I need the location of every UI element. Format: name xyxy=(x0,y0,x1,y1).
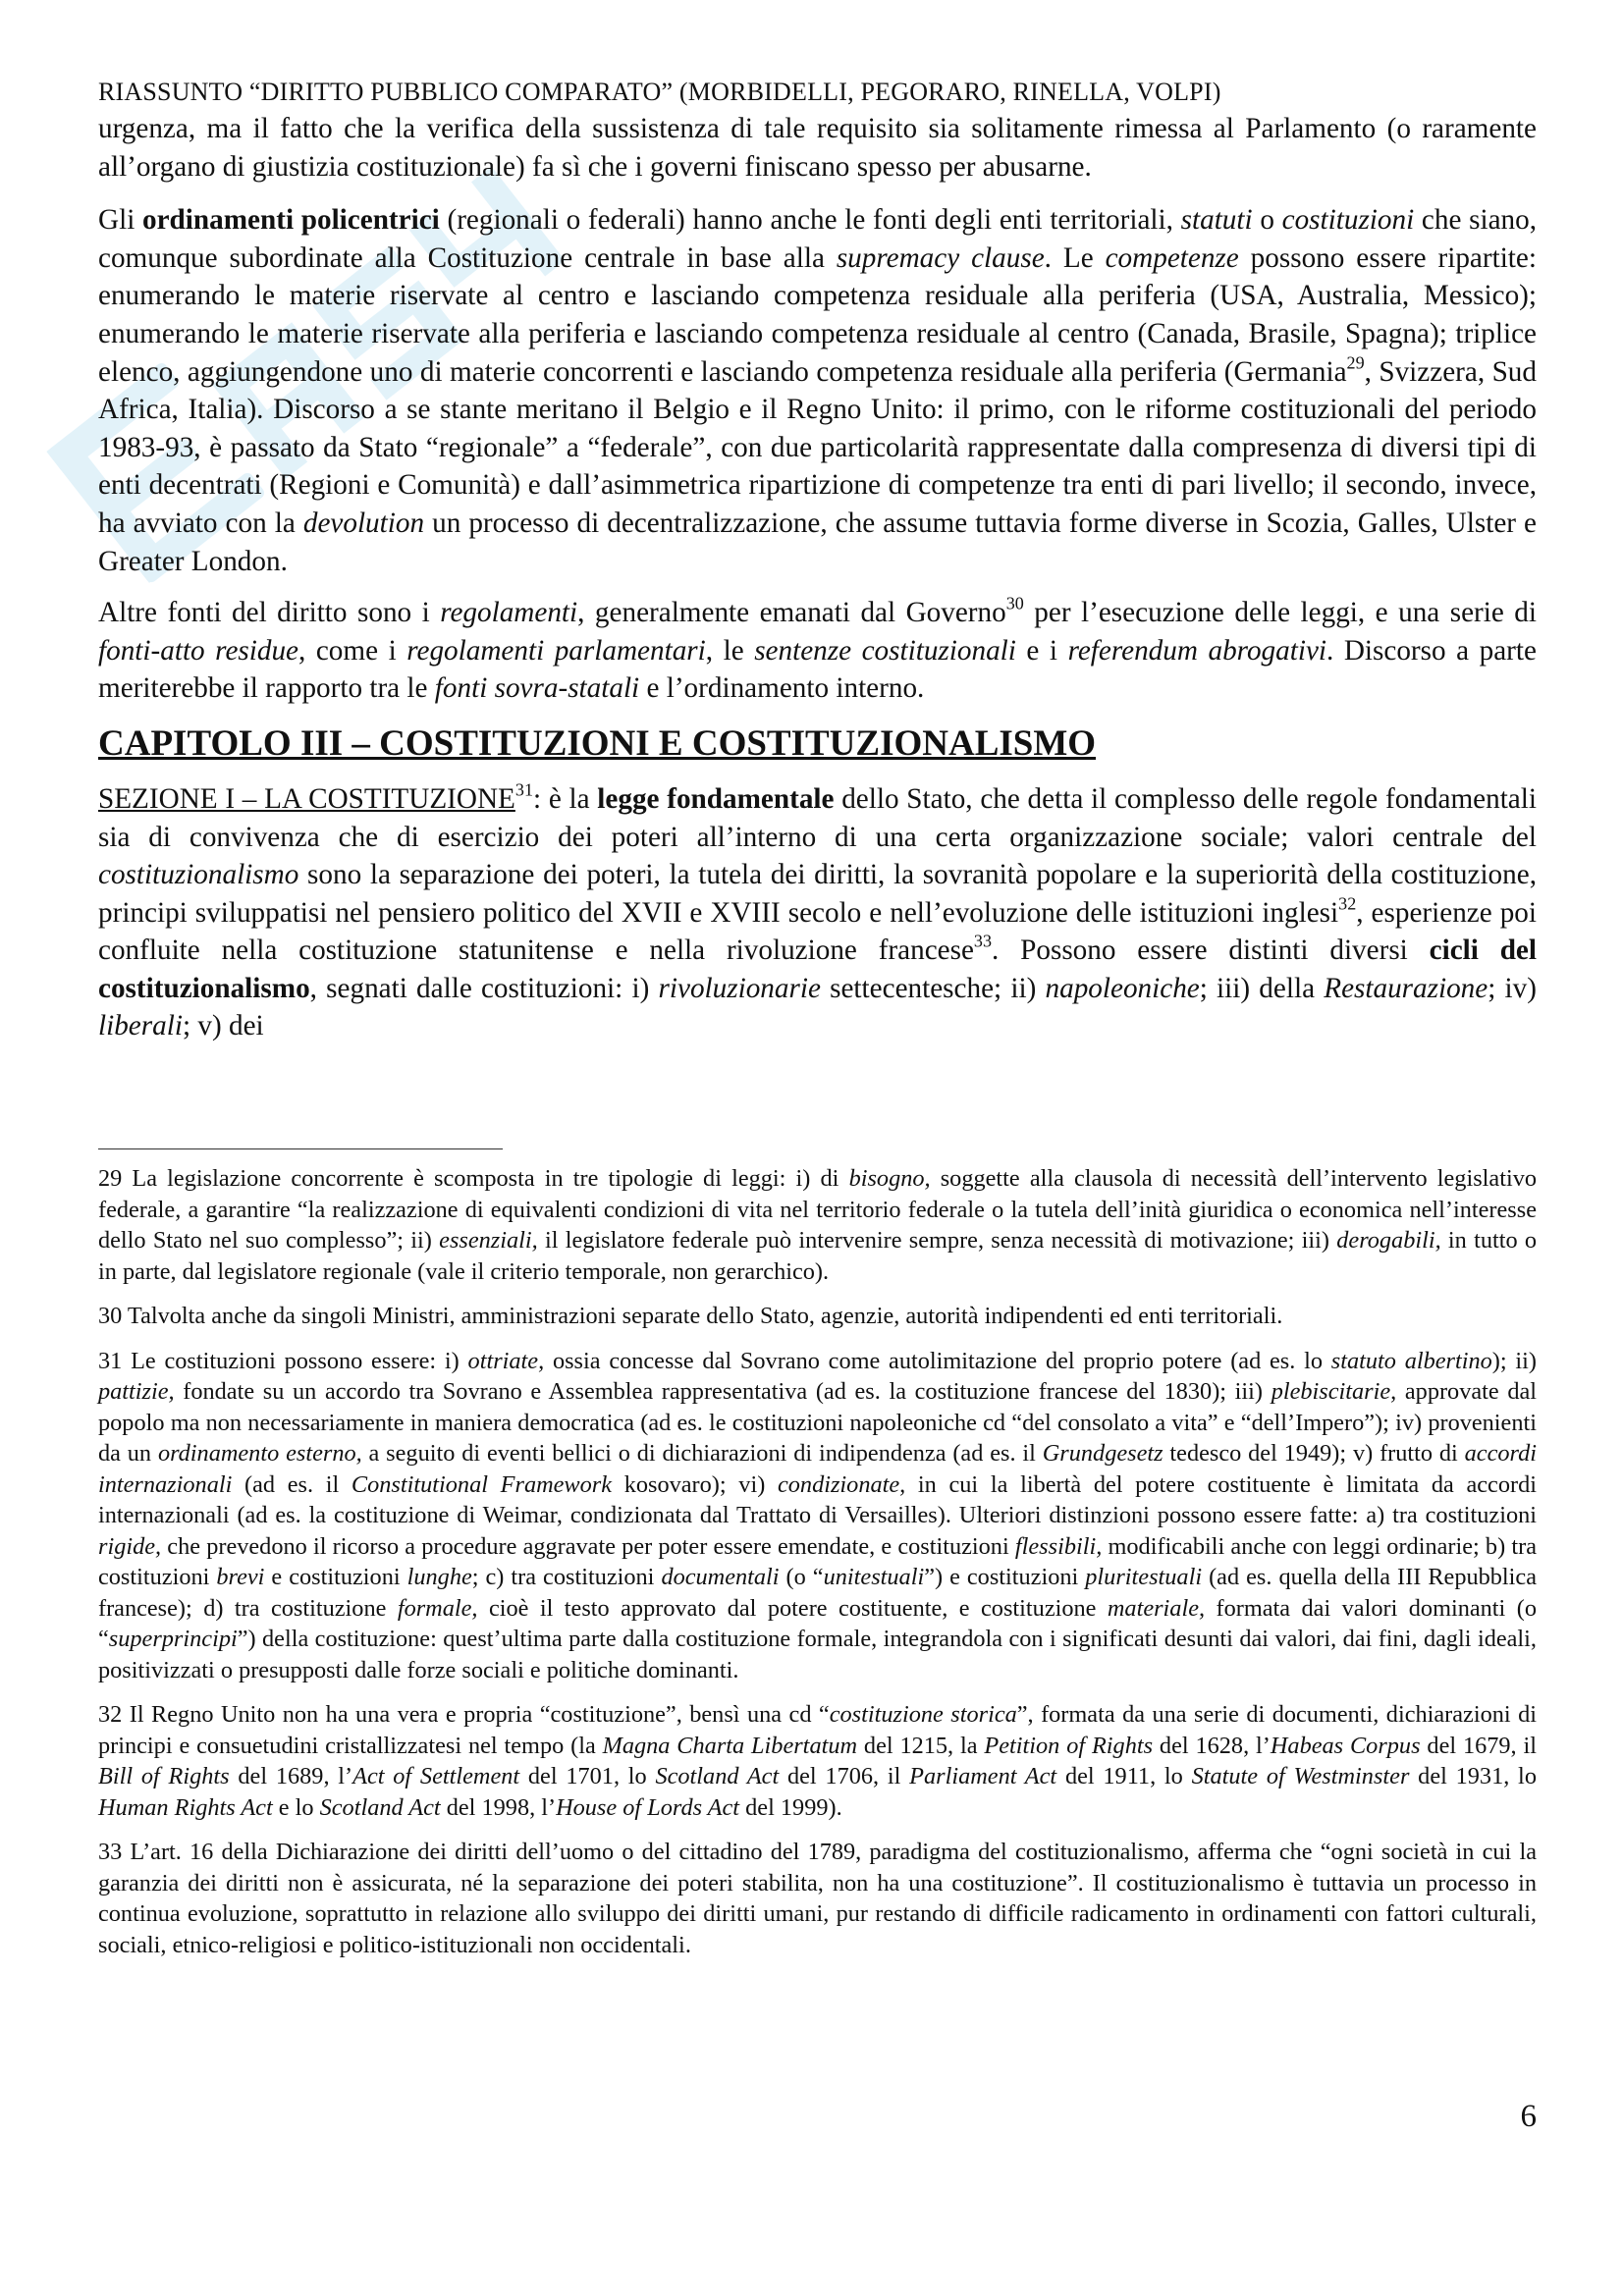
footnote-separator xyxy=(98,1148,503,1149)
footnote-ref-32[interactable]: 32 xyxy=(1338,893,1357,914)
running-header: RIASSUNTO “DIRITTO PUBBLICO COMPARATO” (MORBIDELLI, PEGORARO, RINELLA, VOLPI) xyxy=(98,78,1221,106)
body-text xyxy=(98,110,1537,1059)
footnote-ref-29[interactable]: 29 xyxy=(1346,352,1365,373)
footnote-29: 29 La legislazione concorrente è scomposta in tre tipologie di leggi: i) di bisogno, soggette alla clausola di necessità dell’intervento legislativo federale, a garantire “la realizzazione di equivalenti condizioni di vita nel territorio federale o la tutela dell’inità giuridica o economica nell’interesse dello Stato nel suo complesso”; ii) essenziali, il legislatore federale può intervenire sempre, senza necessità di motivazione; iii) derogabili, in tutto o in parte, dal legislatore regionale (vale il criterio temporale, non gerarchico). xyxy=(98,1165,1538,1285)
chapter-title: CAPITOLO III – COSTITUZIONI E COSTITUZIONALISMO xyxy=(98,722,1097,764)
footnote-31: 31 Le costituzioni possono essere: i) ottriate, ossia concesse dal Sovrano come autolimitazione del proprio potere (ad es. lo statuto albertino); ii) pattizie, fondate su un accordo tra Sovrano e Assemblea rappresentativa (ad es. la costituzione francese del 1830); iii) plebiscitarie, approvate dal popolo ma non necessariamente in maniera democratica (ad es. le costituzioni napoleoniche cd “del consolato a vita” e “dell’Impero”); iv) provenienti da un ordinamento esterno, a seguito di eventi bellici o di dichiarazioni di indipendenza (ad es. il Grundgesetz tedesco del 1949); v) frutto di accordi internazionali (ad es. il Constitutional Framework kosovaro); vi) condizionate, in cui la libertà del potere costituente è limitata da accordi internazionali (ad es. la costituzione di Weimar, condizionata dal Trattato di Versailles). Ulteriori distinzioni possono essere fatte: a) tra costituzioni rigide, che prevedono il ricorso a procedure aggravate per poter essere emendate, e costituzioni flessibili, modificabili anche con leggi ordinarie; b) tra costituzioni brevi e costituzioni lunghe; c) tra costituzioni documentali (o “unitestuali”) e costituzioni pluritestuali (ad es. quella della III Repubblica francese); d) tra costituzione formale, cioè il testo approvato dal potere costituente, e costituzione materiale, formata dai valori dominanti (o “superprincipi”) della costituzione: quest’ultima parte dalla costituzione formale, integrandola con i significati desunti dai valori, dai fini, dagli ideali, positivizzati o presupposti dalle forze sociali e politiche dominanti. xyxy=(98,1347,1538,1683)
footnotes xyxy=(98,1163,1537,1974)
footnote-ref-31[interactable]: 31 xyxy=(514,779,533,800)
paragraph-decreti-urgenza: urgenza, ma il fatto che la verifica della sussistenza di tale requisito sia solitamente rimessa al Parlamento (o raramente all’organo di giustizia costituzionale) fa sì che i governi finiscano spesso per abusarne. xyxy=(98,113,1537,183)
paragraph-altre-fonti: Altre fonti del diritto sono i regolamenti, generalmente emanati dal Governo$^{30}$ per l’esecuzione delle leggi, e una serie di fonti-atto residue, come i regolamenti parlamentari, le sentenze costituzionali e i referendum abrogativi. Discorso a parte meriterebbe il rapporto tra le fonti sovra-statali e l’ordinamento interno. xyxy=(98,593,1537,705)
paragraph-ordinamenti-policentrici: Gli ordinamenti policentrici (regionali o federali) hanno anche le fonti degli enti territoriali, statuti o costituzioni che siano, comunque subordinate alla Costituzione centrale in base alla supremacy clause. Le competenze possono essere ripartite: enumerando le materie riservate al centro e lasciando competenza residuale alla periferia (USA, Australia, Messico); enumerando le materie riservate alla periferia e lasciando competenza residuale al centro (Canada, Brasile, Spagna); triplice elenco, aggiungendone uno di materie concorrenti e lasciando competenza residuale alla periferia (Germania$^{29}$, Svizzera, Sud Africa, Italia). Discorso a se stante meritano il Belgio e il Regno Unito: il primo, con le riforme costituzionali del periodo 1983-93, è passato da Stato “regionale” a “federale”, con due particolarità rappresentate dalla compresenza di diversi tipi di enti decentrati (Regioni e Comunità) e dall’asimmetrica ripartizione di competenze tra enti di pari livello; il secondo, invece, ha avviato con la devolution un processo di decentralizzazione, che assume tuttavia forme diverse in Scozia, Galles, Ulster e Greater London. xyxy=(98,204,1538,577)
footnote-ref-30[interactable]: 30 xyxy=(1005,593,1024,614)
footnote-33: 33 L’art. 16 della Dichiarazione dei diritti dell’uomo o del cittadino del 1789, paradigma del costituzionalismo, afferma che “ogni società in cui la garanzia dei diritti non è assicurata, né la separazione dei poteri stabilita, non ha una costituzione”. Il costituzionalismo è tuttavia un processo in continua evoluzione, soprattutto in relazione allo sviluppo dei diritti umani, pur restando di difficile radicamento in ordinamenti con fattori culturali, sociali, etnico-religiosi e politico-istituzionali non occidentali. xyxy=(98,1839,1537,1958)
paragraph-sezione-costituzione: SEZIONE I – LA COSTITUZIONE$^{31}$: è la legge fondamentale dello Stato, che detta il complesso delle regole fondamentali sia di convivenza che di esercizio dei poteri all’interno di una certa organizzazione sociale; valori centrale del costituzionalismo sono la separazione dei poteri, la tutela dei diritti, la sovranità popolare e la superiorità della costituzione, principi sviluppatisi nel pensiero politico del XVII e XVIII secolo e nell’evoluzione delle istituzioni inglesi$^{32}$, esperienze poi confluite nella costituzione statunitense e nella rivoluzione francese$^{33}$. Possono essere distinti diversi cicli del costituzionalismo, segnati dalle costituzioni: i) rivoluzionarie settecentesche; ii) napoleoniche; iii) della Restaurazione; iv) liberali; v) dei xyxy=(98,779,1538,1042)
footnote-30: 30 Talvolta anche da singoli Ministri, amministrazioni separate dello Stato, agenzie, autorità indipendenti ed enti territoriali. xyxy=(98,1303,1283,1329)
page-number: 6 xyxy=(1520,2099,1537,2134)
footnote-ref-33[interactable]: 33 xyxy=(973,931,993,951)
section-heading: SEZIONE I – LA COSTITUZIONE xyxy=(98,782,515,815)
footnote-32: 32 Il Regno Unito non ha una vera e propria “costituzione”, bensì una cd “costituzione storica”, formata da una serie di documenti, dichiarazioni di principi e consuetudini cristallizzatesi nel tempo (la Magna Charta Libertatum del 1215, la Petition of Rights del 1628, l’Habeas Corpus del 1679, il Bill of Rights del 1689, l’Act of Settlement del 1701, lo Scotland Act del 1706, il Parliament Act del 1911, lo Statute of Westminster del 1931, lo Human Rights Act e lo Scotland Act del 1998, l’House of Lords Act del 1999). xyxy=(98,1701,1538,1821)
